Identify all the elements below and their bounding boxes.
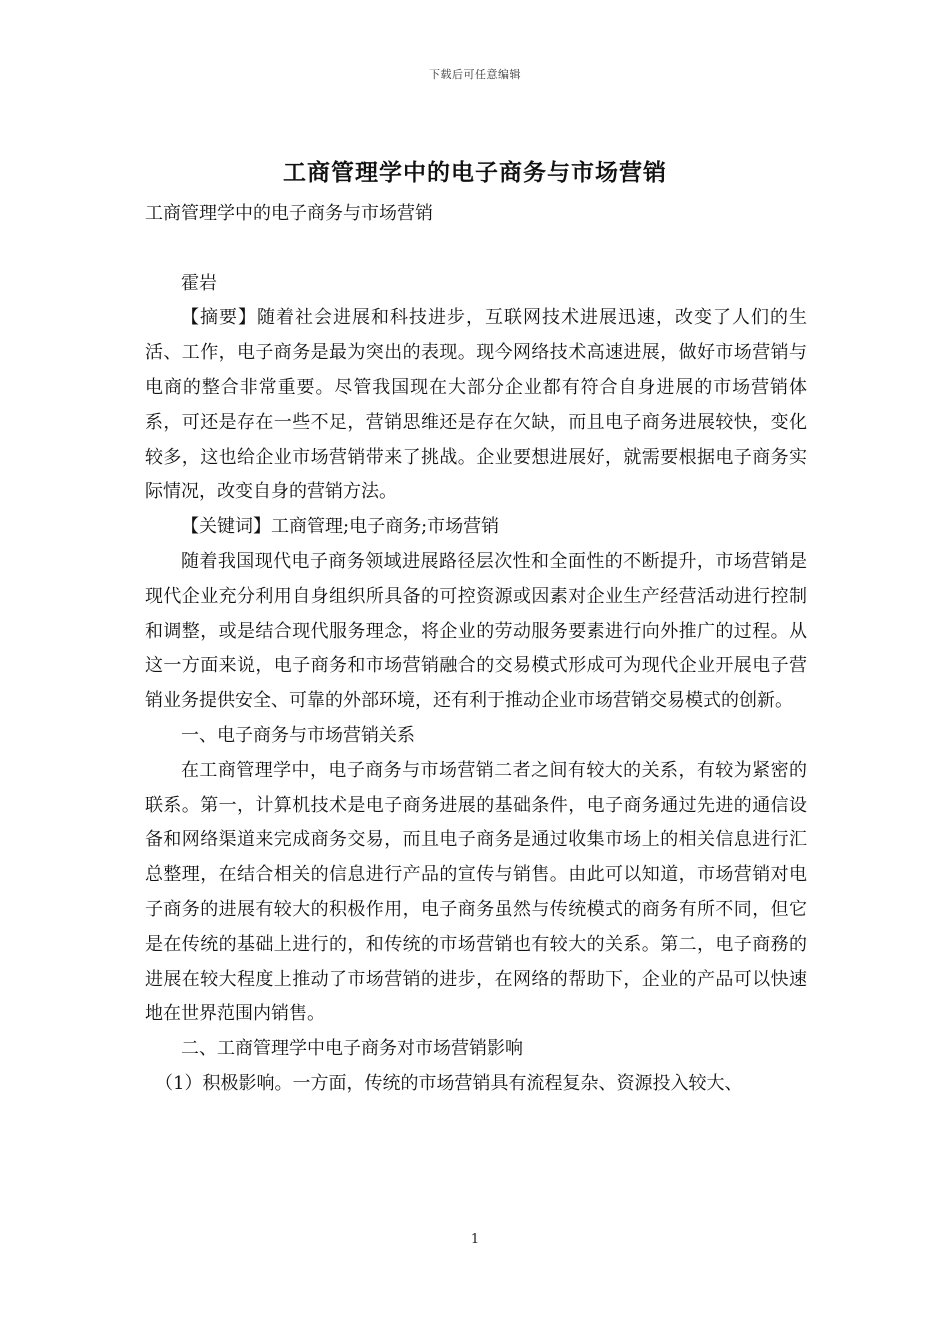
document-body [145, 197, 807, 1102]
document-title: 工商管理学中的电子商务与市场营销 [283, 159, 667, 186]
section-2-paragraph: （1）积极影响。一方面，传统的市场营销具有流程复杂、资源投入较大、 [155, 1072, 743, 1094]
section-2-heading: 二、工商管理学中电子商务对市场营销影响 [181, 1038, 523, 1060]
section-1-heading: 一、电子商务与市场营销关系 [181, 724, 415, 746]
intro-paragraph: 随着我国现代电子商务领域进展路径层次性和全面性的不断提升，市场营销是现代企业充分利用自身组织所具备的可控资源或因素对企业生产经营活动进行控制和调整，或是结合现代服务理念，将企业的劳动服务要素进行向外推广的过程。从这一方面来说，电子商务和市场营销融合的交易模式形成可为现代企业开展电子营销业务提供安全、可靠的外部环境，还有利于推动企业市场营销交易模式的创新。 [145, 550, 807, 712]
section-1-paragraph: 在工商管理学中，电子商务与市场营销二者之间有较大的关系，有较为紧密的联系。第一，计算机技术是电子商务进展的基础条件，电子商务通过先进的通信设备和网络渠道来完成商务交易，而且电子商务是通过收集市场上的相关信息进行汇总整理，在结合相关的信息进行产品的宣传与销售。由此可以知道，市场营销对电子商务的进展有较大的积极作用，电子商务虽然与传统模式的商务有所不同，但它是在传统的基础上进行的，和传统的市场营销也有较大的关系。第二，电子商務的进展在较大程度上推动了市场营销的进步，在网络的帮助下，企业的产品可以快速地在世界范围内销售。 [145, 759, 807, 1025]
document-subtitle: 工商管理学中的电子商务与市场营销 [145, 203, 433, 224]
page-number: 1 [470, 1232, 480, 1247]
author-name: 霍岩 [181, 272, 217, 294]
keywords-paragraph: 【关键词】工商管理;电子商务;市场营销 [181, 516, 500, 538]
header-note: 下载后可任意编辑 [429, 68, 521, 81]
blank-line [145, 232, 807, 267]
abstract-paragraph: 【摘要】随着社会进展和科技进步，互联网技术进展迅速，改变了人们的生活、工作，电子商务是最为突出的表现。现今网络技术高速进展，做好市场营销与电商的整合非常重要。尽管我国现在大部分企业都有符合自身进展的市场营销体系，可还是存在一些不足，营销思维还是存在欠缺，而且电子商务进展较快，变化较多，这也给企业市场营销带来了挑战。企业要想进展好，就需要根据电子商务实际情况，改变自身的营销方法。 [145, 307, 807, 503]
